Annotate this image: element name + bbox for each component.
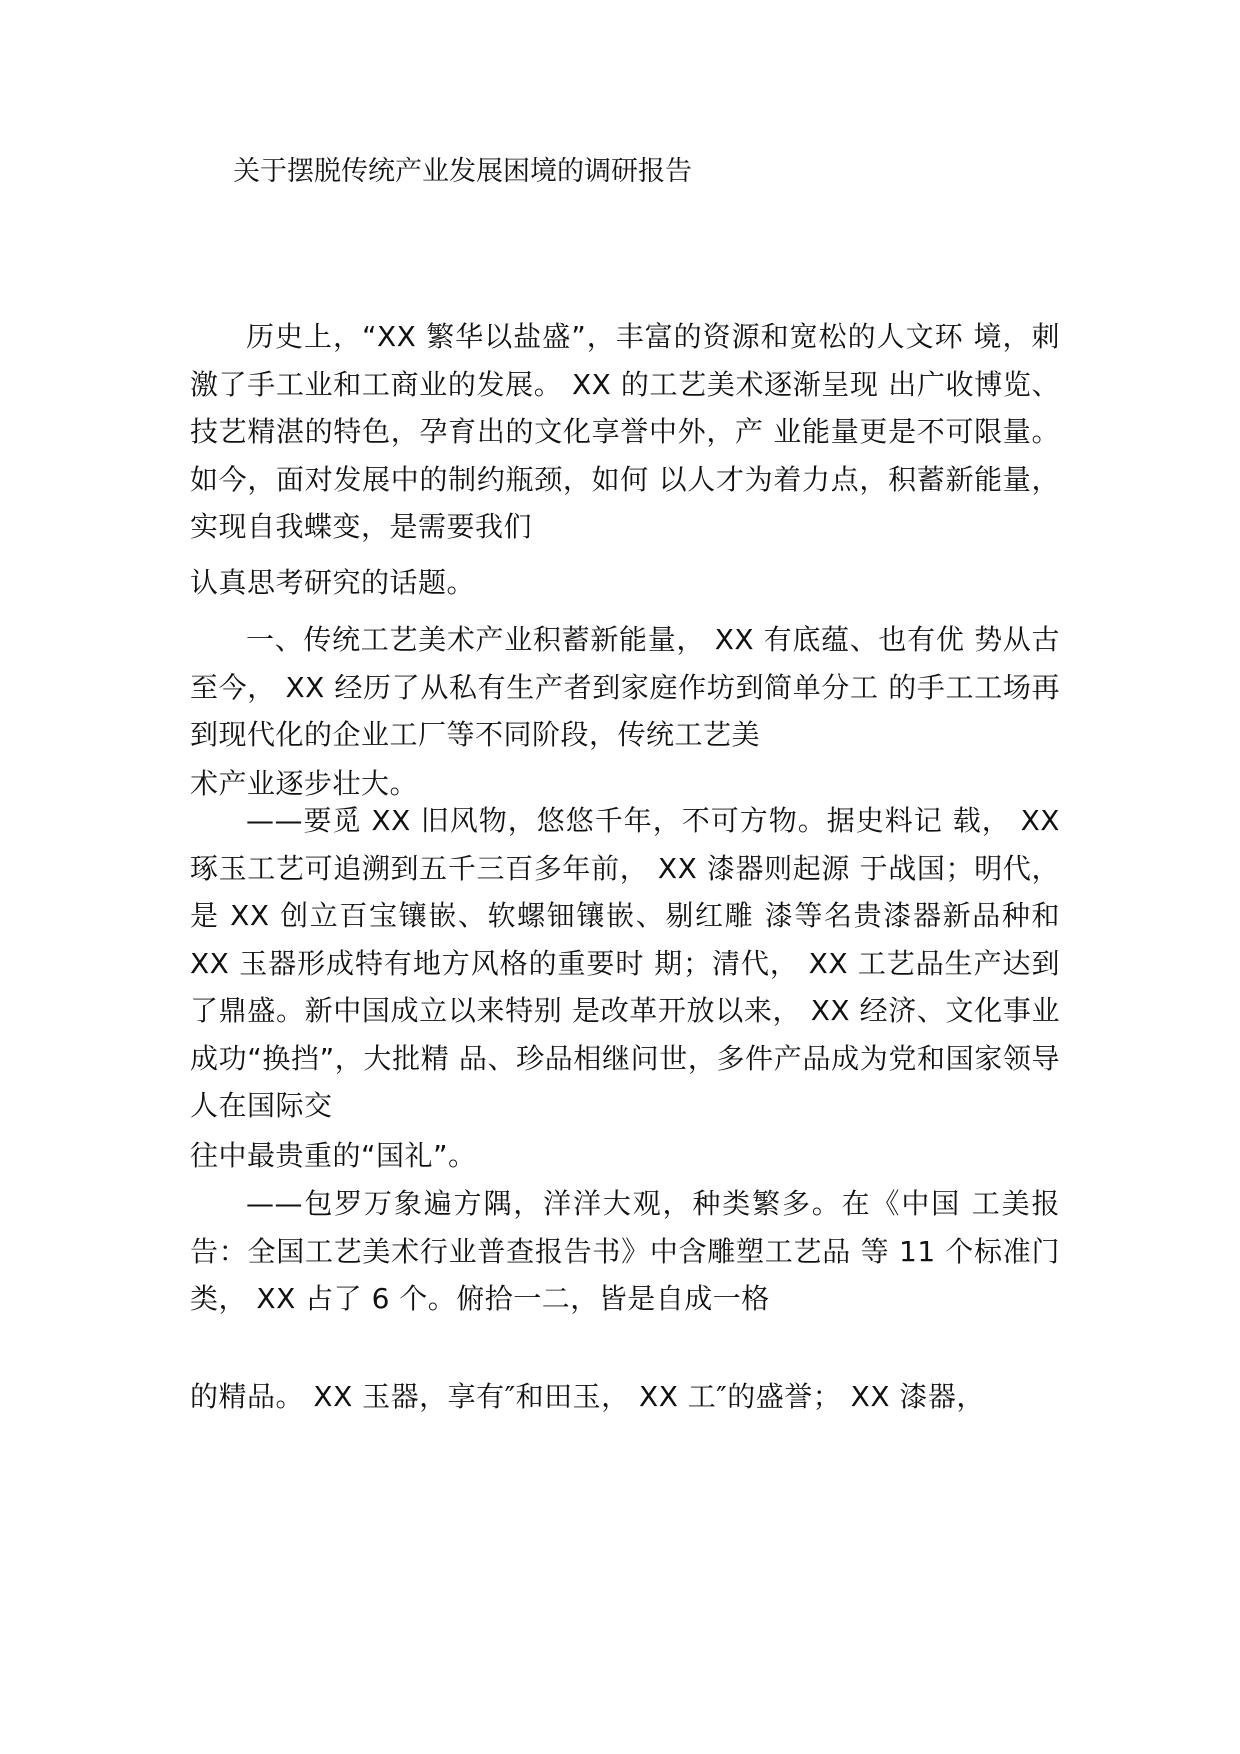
paragraph-continuation: 的精品。 XX 玉器，享有″和田玉， XX 工″的盛誉； XX 漆器， (190, 1380, 985, 1413)
paragraph-continuation: 往中最贵重的“国礼”。 (190, 1139, 477, 1172)
paragraph: 历史上，“XX 繁华以盐盛”，丰富的资源和宽松的人文环 境，刺激了手工业和工商业的发展。 XX 的工艺美术逐渐呈现 出广收博览、技艺精湛的特色，孕育出的文化享誉中外，产 业能量更是不可限量。如今，面对发展中的制约瓶颈，如何 以人才为着力点，积蓄新能量，实现自我蝶变，是需要我们 (190, 320, 1060, 543)
text-block (190, 1180, 1060, 1323)
text-block (190, 313, 1060, 551)
text-block (190, 1373, 1060, 1421)
paragraph-continuation: 认真思考研究的话题。 (190, 566, 476, 599)
section-heading-paragraph: 一、传统工艺美术产业积蓄新能量， XX 有底蕴、也有优 势从古至今， XX 经历了从私有生产者到家庭作坊到简单分工 的手工工场再到现代化的企业工厂等不同阶段，传统工艺美 (190, 623, 1060, 751)
paragraph: ——要觅 XX 旧风物，悠悠千年，不可方物。据史料记 载， XX 琢玉工艺可追溯到五千三百多年前， XX 漆器则起源 于战国；明代，是 XX 创立百宝镶嵌、软螺钿镶嵌、剔红雕 漆等名贵漆器新品种和 XX 玉器形成特有地方风格的重要时 期；清代， XX 工艺品生产达到了鼎盛。新中国成立以来特别 是改革开放以来， XX 经济、文化事业成功“换挡”，大批精 品、珍品相继问世，多件产品成为党和国家领导人在国际交 (190, 804, 1060, 1122)
text-block (190, 1132, 1060, 1180)
paragraph-continuation: 术产业逐步壮大。 (190, 767, 419, 800)
document-title: 关于摆脱传统产业发展困境的调研报告 (233, 156, 692, 187)
text-block (190, 559, 1060, 607)
paragraph: ——包罗万象遍方隅，洋洋大观，种类繁多。在《中国 工美报告：全国工艺美术行业普查报告书》中含雕塑工艺品 等 11 个标准门类， XX 占了 6 个。俯拾一二，皆是自成一格 (190, 1187, 1060, 1315)
text-block (190, 797, 1060, 1130)
text-block (190, 616, 1060, 759)
